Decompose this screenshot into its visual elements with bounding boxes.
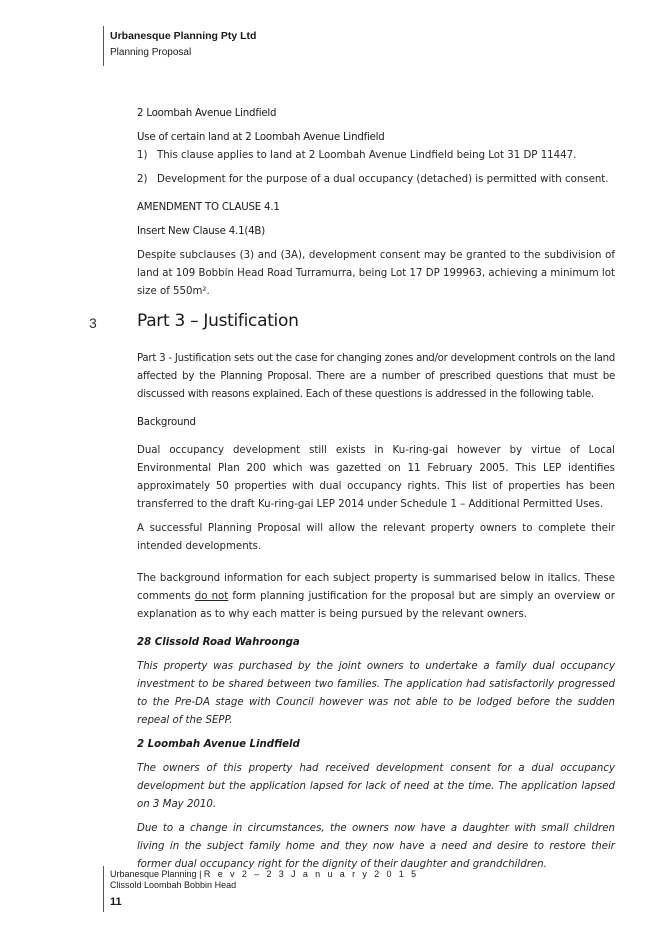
section-title: Part 3 – Justification — [137, 311, 299, 331]
header-rule — [103, 26, 104, 66]
emphasis-text: do not — [194, 591, 229, 602]
footer-rule — [103, 866, 104, 912]
clause-heading: 2 Loombah Avenue Lindfield — [137, 108, 277, 119]
background-paragraph: Dual occupancy development still exists in Ku-ring-gai however by virtue of Local Environmental Plan 200 which was gazetted on 11 February 2005. This LEP identifies approximately 50 properties with dual occupancy rights. This list of properties has been transferred to the draft Ku-ring-gai LEP 2014 under Schedule 1 – Additional Permitted Uses. — [137, 445, 615, 510]
background-paragraph — [137, 570, 615, 624]
footer-company: Urbanesque Planning | — [110, 869, 202, 879]
clause-item-number: 2) — [137, 174, 148, 185]
amendment-body: Despite subclauses (3) and (3A), development consent may be granted to the subdivision of land at 109 Bobbin Head Road Turramurra, being Lot 17 DP 199963, achieving a minimum lot size of 550m². — [137, 250, 615, 297]
property-heading: 2 Loombah Avenue Lindfield — [137, 739, 300, 750]
clause-item — [137, 147, 615, 165]
property-paragraph: This property was purchased by the joint owners to undertake a family dual occupancy investment to be shared between two families. The application had satisfactorily progressed to the Pre-DA stage with Council however was not able to be lodged before the sudden repeal of the SEPP. — [137, 661, 615, 726]
clause-item-text: Development for the purpose of a dual occupancy (detached) is permitted with consent. — [157, 174, 609, 185]
header-document-title: Planning Proposal — [110, 47, 192, 58]
property-paragraph: The owners of this property had received development consent for a dual occupancy development but the application lapsed for lack of need at the time. The application lapsed on 3 May 2010. — [137, 763, 615, 810]
background-text: The background information for each subject property is summarised below in italics. These comments — [137, 573, 615, 602]
property-paragraph: Due to a change in circumstances, the owners now have a daughter with small children living in the subject family home and they now have a need and desire to restore their former dual occupancy right for the dignity of their daughter and grandchildren. — [137, 823, 615, 870]
property-heading: 28 Clissold Road Wahroonga — [137, 637, 300, 648]
amendment-subheading: Insert New Clause 4.1(4B) — [137, 226, 265, 237]
section-number: 3 — [89, 315, 97, 331]
amendment-heading: AMENDMENT TO CLAUSE 4.1 — [137, 202, 280, 213]
clause-item-text: This clause applies to land at 2 Loombah Avenue Lindfield being Lot 31 DP 11447. — [157, 150, 577, 161]
footer-project: Clissold Loombah Bobbin Head — [110, 880, 237, 890]
clause-item-number: 1) — [137, 150, 148, 161]
section-intro: Part 3 - Justification sets out the case for changing zones and/or development controls on the land affected by the Planning Proposal. There are a number of prescribed questions that must be discussed with reasons explained. Each of these questions is addressed in the following table. — [137, 353, 615, 400]
background-text: form planning justification for the proposal but are simply an overview or explanation as to why each matter is being pursued by the relevant owners. — [137, 591, 615, 620]
header-company: Urbanesque Planning Pty Ltd — [110, 30, 257, 42]
clause-item — [137, 171, 615, 189]
page-number: 11 — [110, 896, 122, 908]
footer-line — [110, 869, 419, 879]
clause-block — [137, 105, 615, 301]
background-paragraph: A successful Planning Proposal will allow the relevant property owners to complete their intended developments. — [137, 523, 615, 552]
footer-revision: R e v 2 – 2 3 J a n u a r y 2 0 1 5 — [203, 869, 419, 879]
clause-subheading: Use of certain land at 2 Loombah Avenue Lindfield — [137, 132, 385, 143]
background-heading: Background — [137, 417, 196, 428]
justification-block — [137, 350, 615, 874]
